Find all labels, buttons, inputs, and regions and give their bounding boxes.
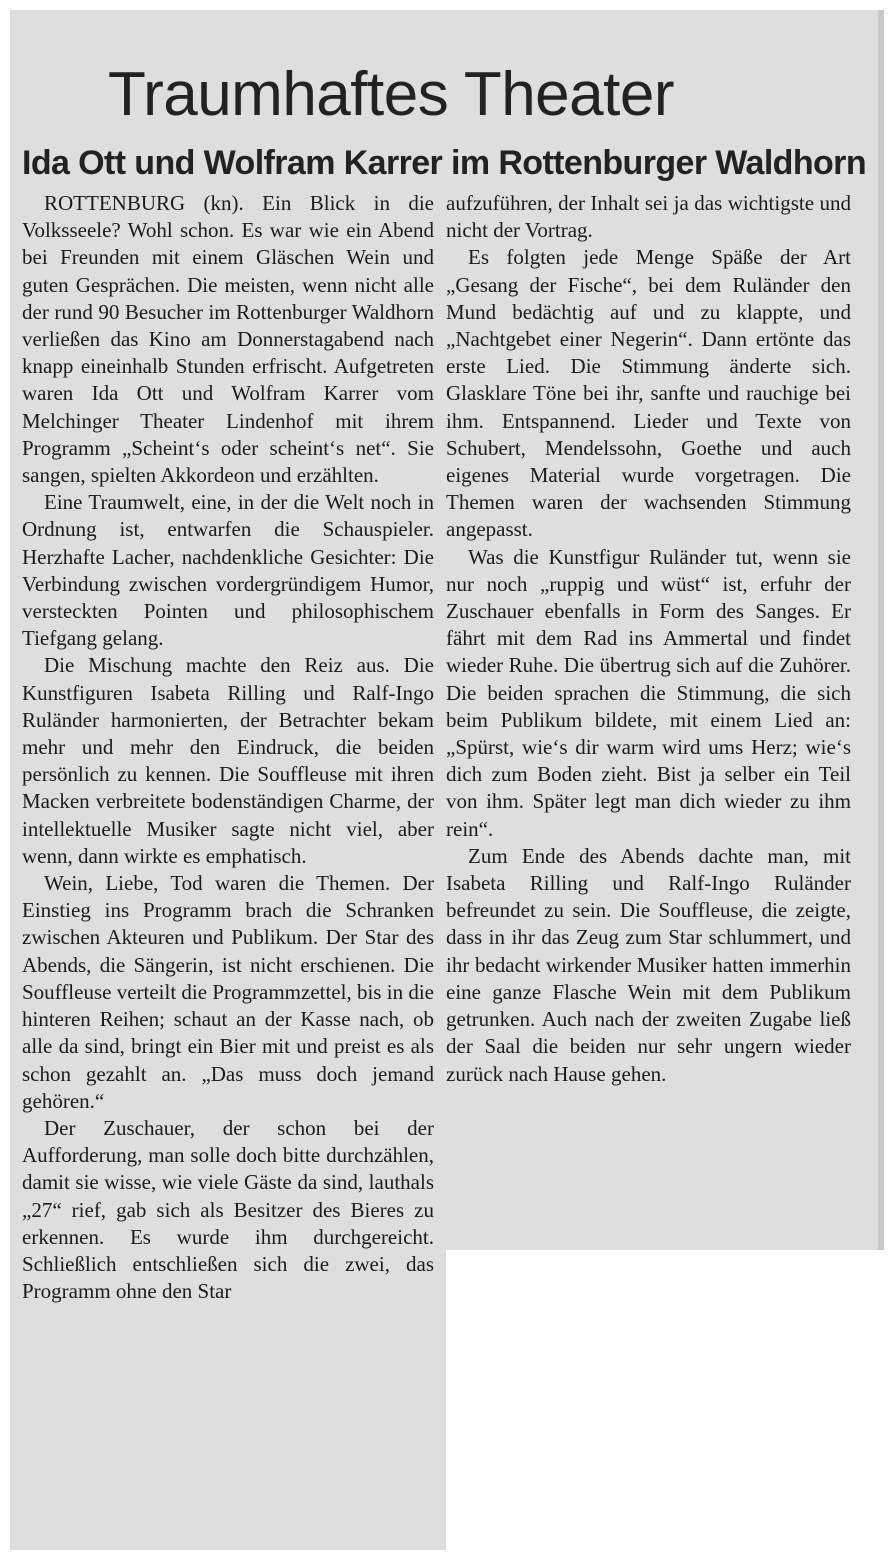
article-headline: Traumhaftes Theater bbox=[108, 59, 674, 129]
paragraph: Zum Ende des Abends dachte man, mit Isabeta Rilling und Ralf-Ingo Ruländer befreundet zu sein. Die Souffleuse, die zeigte, dass in ihr das Zeug zum Star schlummert, und ihr bedacht wirkender Musiker hatten immerhin eine ganze Flasche Wein mit dem Publikum getrunken. Auch nach der zweiten Zugabe ließ der Saal die beiden nur sehr ungern wieder zurück nach Hause gehen. bbox=[446, 843, 851, 1086]
article-column-right bbox=[446, 190, 851, 1240]
paragraph: Die Mischung machte den Reiz aus. Die Kunstfiguren Isabeta Rilling und Ralf-Ingo Ruländer harmonierten, der Betrachter bekam mehr und mehr den Eindruck, die beiden persönlich zu kennen. Die Souffleuse mit ihren Macken verbreitete bodenständigen Charme, der intellektuelle Musiker sagte nicht viel, aber wenn, dann wirkte es emphatisch. bbox=[22, 653, 434, 868]
paragraph: Wein, Liebe, Tod waren die Themen. Der Einstieg ins Programm brach die Schranken zwischen Akteuren und Publikum. Der Star des Abends, die Sängerin, ist nicht erschienen. Die Souffleuse verteilt die Programmzettel, bis in die hinteren Reihen; schaut an der Kasse nach, ob alle da sind, bringt ein Bier mit und preist es als schon gezahlt an. „Das muss doch jemand gehören.“ bbox=[22, 871, 434, 1113]
paragraph: ROTTENBURG (kn). Ein Blick in die Volksseele? Wohl schon. Es war wie ein Abend bei Freunden mit einem Gläschen Wein und guten Gesprächen. Die meisten, wenn nicht alle der rund 90 Besucher im Rottenburger Waldhorn verließen das Kino am Donnerstagabend nach knapp eineinhalb Stunden erfrischt. Aufgetreten waren Ida Ott und Wolfram Karrer vom Melchinger Theater Lindenhof mit ihrem Programm „Scheint‘s oder scheint‘s net“. Sie sangen, spielten Akkordeon und erzählten. bbox=[22, 191, 434, 488]
article-subheadline: Ida Ott und Wolfram Karrer im Rottenburger Waldhorn bbox=[22, 144, 866, 183]
paragraph: Was die Kunstfigur Ruländer tut, wenn sie nur noch „ruppig und wüst“ ist, erfuhr der Zuschauer ebenfalls in Form des Sanges. Er fährt mit dem Rad ins Ammertal und findet wieder Ruhe. Die übertrug sich auf die Zuhörer. Die beiden sprachen die Stimmung, die sich beim Publikum bildete, mit einem Lied an: „Spürst, wie‘s dir warm wird ums Herz; wie‘s dich zum Boden zieht. Bist ja selber ein Teil von ihm. Später legt man dich wieder zu ihm rein“. bbox=[446, 544, 851, 841]
paragraph: Es folgten jede Menge Späße der Art „Gesang der Fische“, bei dem Ruländer den Mund bedächtig auf und zu klappte, und „Nachtgebet einer Negerin“. Dann ertönte das erste Lied. Die Stimmung änderte sich. Glasklare Töne bei ihr, sanfte und rauchige bei ihm. Entspannend. Lieder und Texte von Schubert, Mendelssohn, Goethe und auch eigenes Material wurde vorgetragen. Die Themen waren der wachsenden Stimmung angepasst. bbox=[446, 245, 851, 542]
paragraph: Eine Traumwelt, eine, in der die Welt noch in Ordnung ist, entwarfen die Schauspieler. Herzhafte Lacher, nachdenkliche Gesichter: Die Verbindung zwischen vordergründigem Humor, versteckten Pointen und philosophischem Tiefgang gelang. bbox=[22, 490, 434, 651]
paragraph: Der Zuschauer, der schon bei der Aufforderung, man solle doch bitte durchzählen, damit sie wisse, wie viele Gäste da sind, lauthals „27“ rief, gab sich als Besitzer des Bieres zu erkennen. Es wurde ihm durchgereicht. Schließlich entschließen sich die zwei, das Programm ohne den Star bbox=[22, 1115, 434, 1304]
paragraph: aufzuführen, der Inhalt sei ja das wichtigste und nicht der Vortrag. bbox=[446, 191, 851, 243]
article-column-left bbox=[22, 190, 434, 1540]
clipping-paper-edge bbox=[878, 10, 884, 1250]
